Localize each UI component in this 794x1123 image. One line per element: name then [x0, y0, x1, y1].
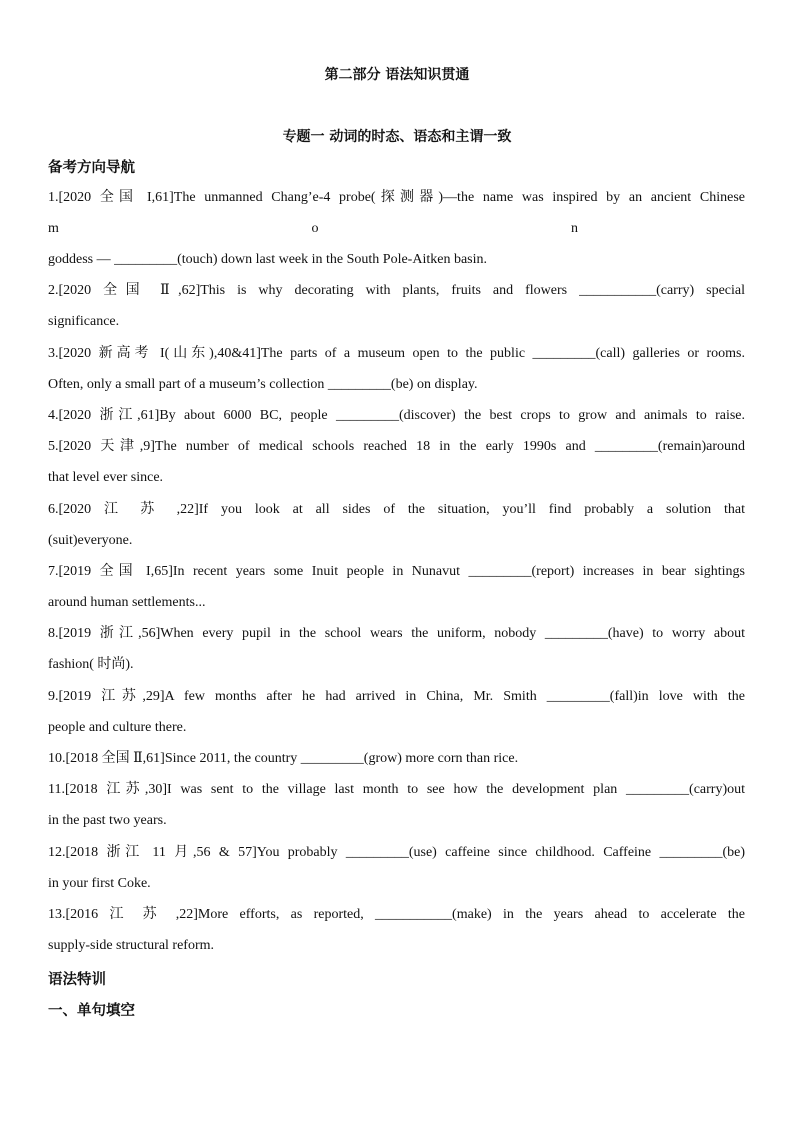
- question-9-line-1: 9.[2019 江苏,29]A few months after he had arrived in China, Mr. Smith _________(fall)in love with the: [48, 689, 745, 704]
- question-5-line-2: that level ever since.: [48, 470, 164, 485]
- question-1-line-1: 1.[2020 全国 I,61]The unmanned Chang’e-4 probe(探测器)—the name was inspired by an ancient Chinese: [48, 190, 745, 205]
- question-11-line-1: 11.[2018 江苏,30]I was sent to the village last month to see how the development plan _________(carry)out: [48, 782, 745, 797]
- question-2-line-2: significance.: [48, 314, 120, 329]
- question-13-line-1: 13.[2016 江 苏 ,22]More efforts, as reported, ___________(make) in the years ahead to accelerate the: [48, 907, 745, 922]
- question-7-line-2: around human settlements...: [48, 595, 206, 610]
- letter-n: n: [570, 221, 578, 236]
- question-1-line-2: [48, 219, 578, 239]
- question-1-line-3: goddess — _________(touch) down last week in the South Pole-Aitken basin.: [48, 252, 488, 267]
- question-2-line-1: 2.[2020 全国 Ⅱ,62]This is why decorating with plants, fruits and flowers ___________(carry) special: [48, 283, 745, 298]
- question-10-line-1: 10.[2018 全国 Ⅱ,61]Since 2011, the country _________(grow) more corn than rice.: [48, 751, 519, 766]
- topic-title: 专题一 动词的时态、语态和主谓一致: [282, 129, 512, 145]
- section-heading-grammar-training: 语法特训: [48, 972, 106, 988]
- section-heading-exam-guide: 备考方向导航: [48, 160, 135, 176]
- question-9-line-2: people and culture there.: [48, 720, 187, 735]
- question-3-line-1: 3.[2020 新高考 I(山东),40&41]The parts of a museum open to the public _________(call) galleries or rooms.: [48, 346, 745, 361]
- question-11-line-2: in the past two years.: [48, 813, 167, 828]
- question-6-line-1: 6.[2020 江 苏 ,22]If you look at all sides of the situation, you’ll find probably a solution that: [48, 502, 745, 517]
- question-8-line-1: 8.[2019 浙江,56]When every pupil in the school wears the uniform, nobody _________(have) to worry about: [48, 626, 745, 641]
- part-title: 第二部分 语法知识贯通: [324, 67, 470, 83]
- question-8-line-2: fashion( 时尚).: [48, 657, 134, 672]
- question-13-line-2: supply-side structural reform.: [48, 938, 215, 953]
- subsection-heading-fill-blanks: 一、单句填空: [48, 1003, 135, 1019]
- question-12-line-1: 12.[2018 浙江 11 月,56 & 57]You probably _________(use) caffeine since childhood. Caffeine _________(be): [48, 845, 745, 860]
- letter-m: m: [48, 221, 59, 236]
- question-3-line-2: Often, only a small part of a museum’s collection _________(be) on display.: [48, 377, 478, 392]
- question-12-line-2: in your first Coke.: [48, 876, 151, 891]
- question-4-line-1: 4.[2020 浙江,61]By about 6000 BC, people _________(discover) the best crops to grow and animals to raise.: [48, 408, 745, 423]
- question-5-line-1: 5.[2020 天津,9]The number of medical schools reached 18 in the early 1990s and _________(remain)around: [48, 439, 745, 454]
- question-6-line-2: (suit)everyone.: [48, 533, 133, 548]
- letter-o: o: [311, 221, 319, 236]
- question-7-line-1: 7.[2019 全国 I,65]In recent years some Inuit people in Nunavut _________(report) increases in bear sightings: [48, 564, 745, 579]
